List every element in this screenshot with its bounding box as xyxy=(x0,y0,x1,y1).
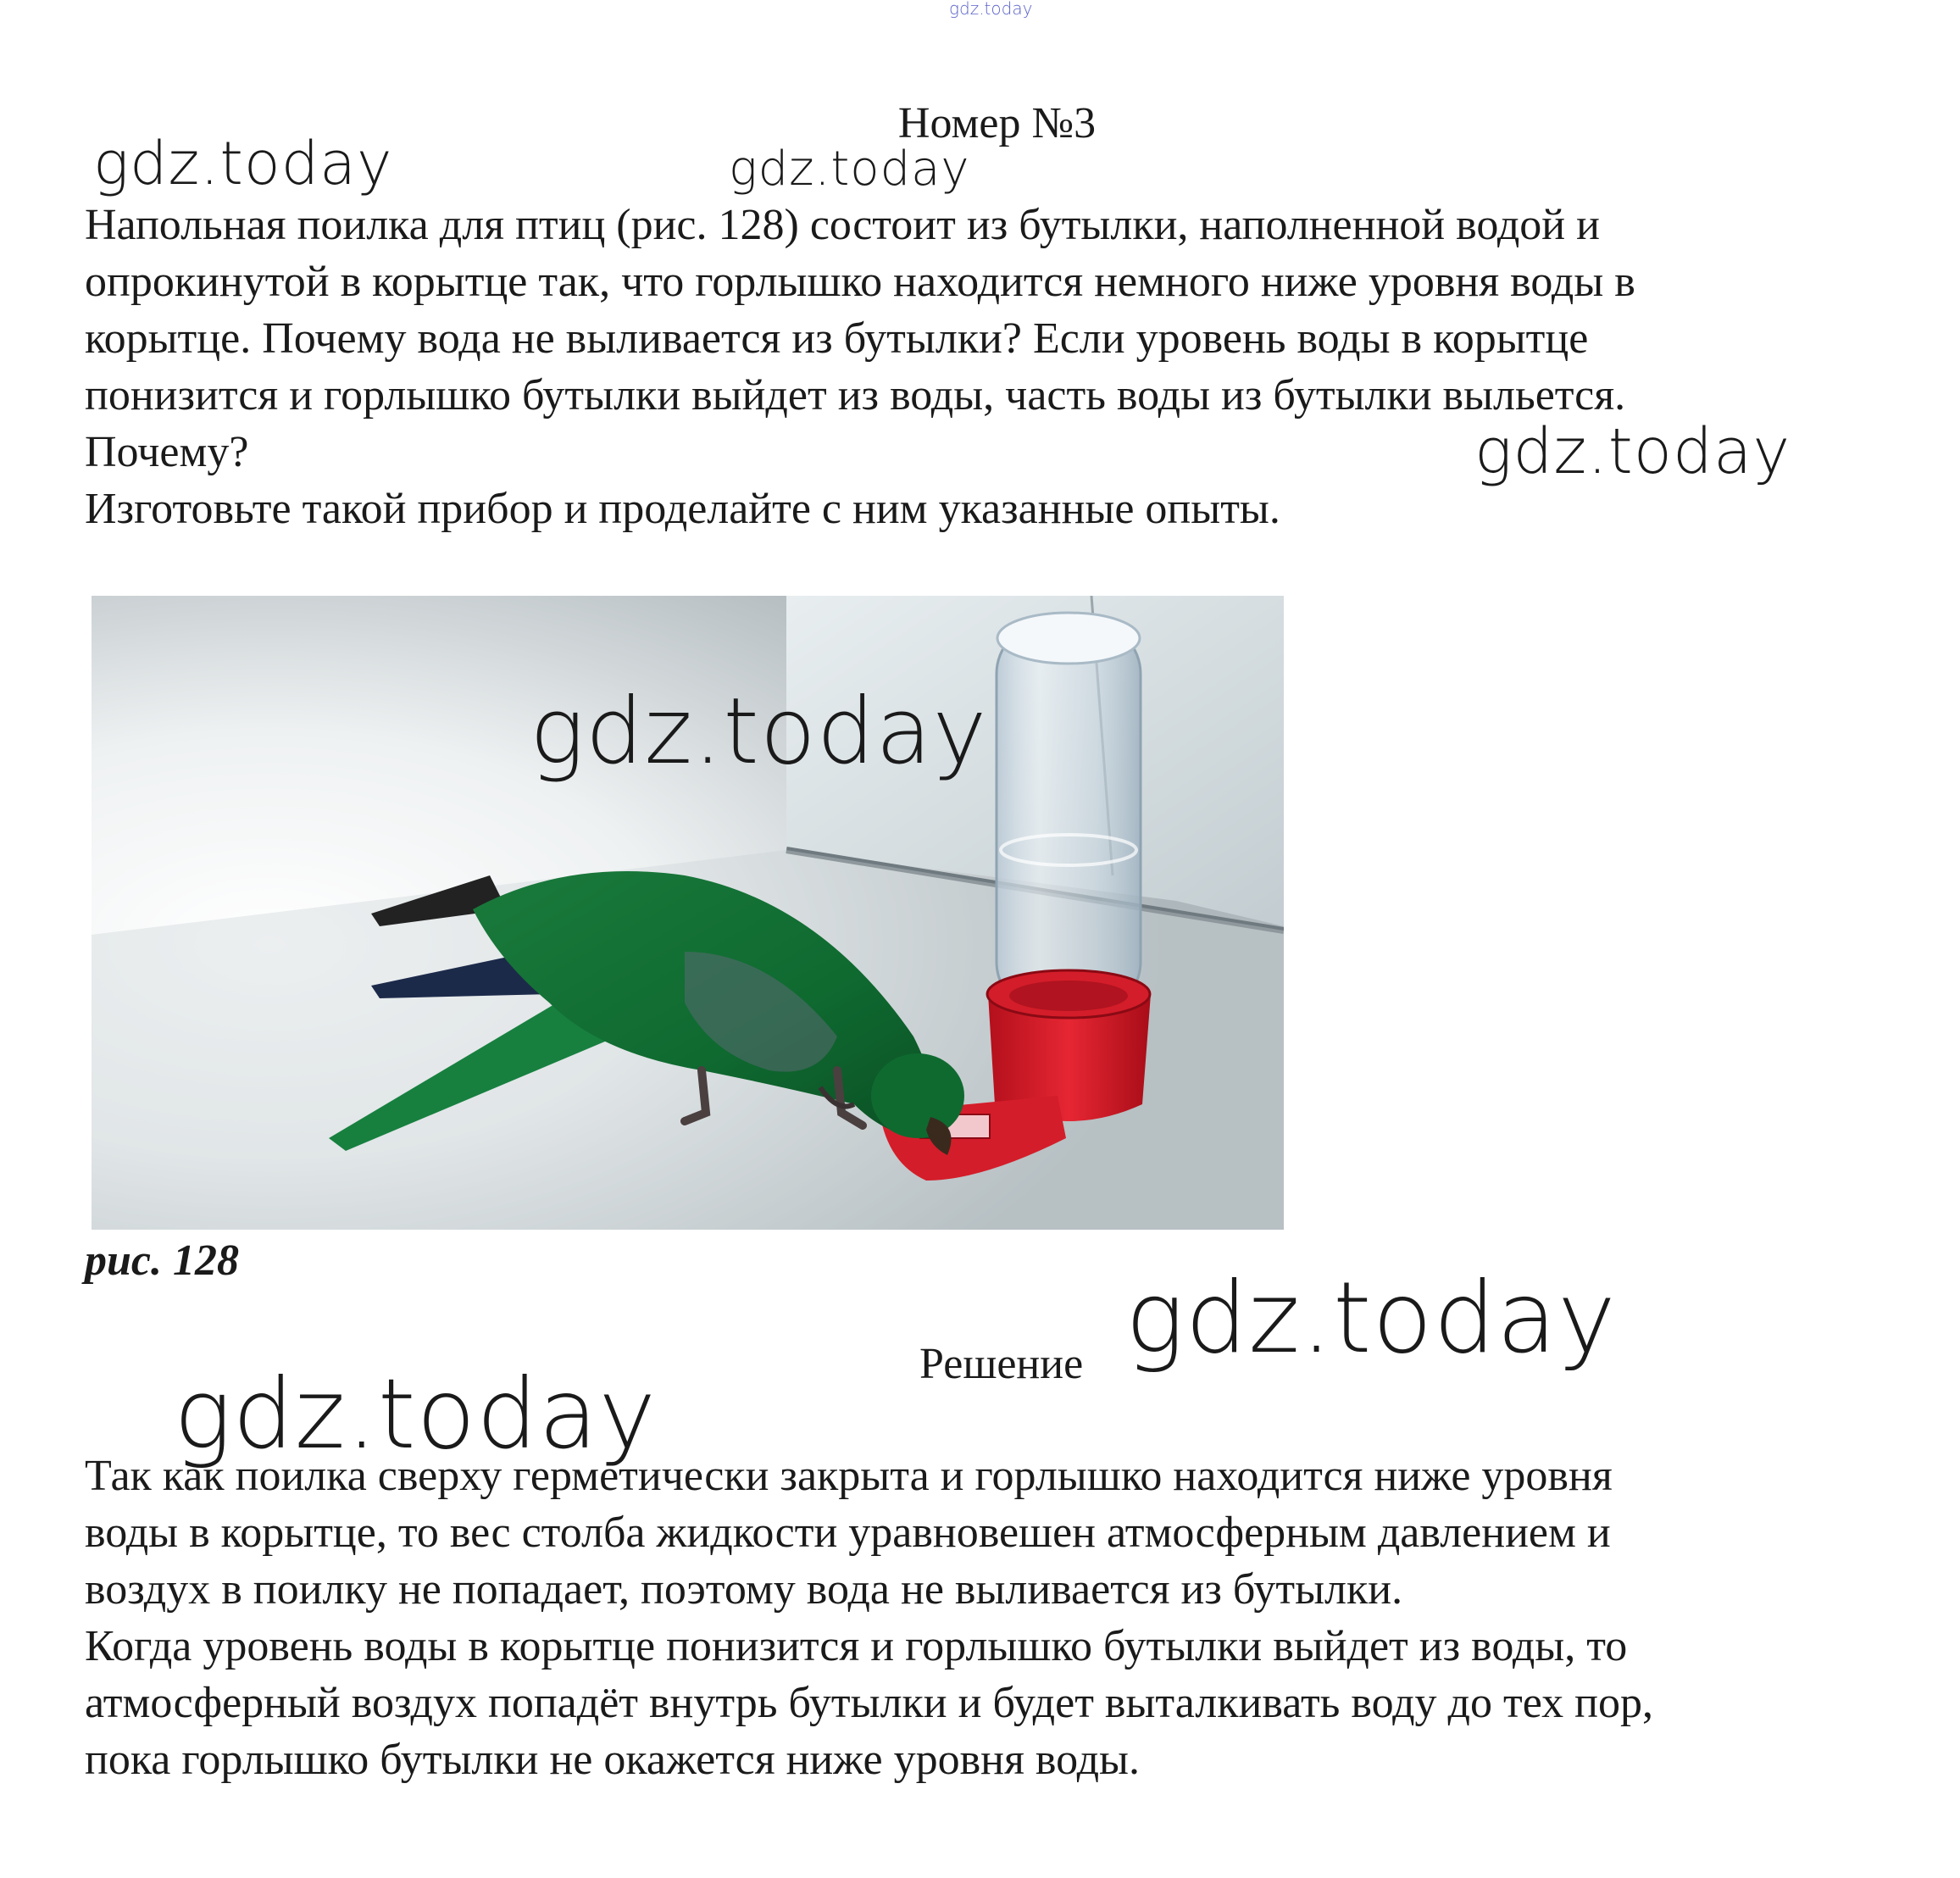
solution-line: Когда уровень воды в корытце понизится и горлышко бутылки выйдет из воды, то xyxy=(85,1622,1628,1670)
problem-line: Напольная поилка для птиц (рис. 128) состоит из бутылки, наполненной водой и xyxy=(85,201,1600,249)
solution-heading: Решение xyxy=(919,1340,1084,1388)
problem-line: опрокинутой в корытце так, что горлышко находится немного ниже уровня воды в xyxy=(85,258,1635,306)
solution-line: воды в корытце, то вес столба жидкости уравновешен атмосферным давлением и xyxy=(85,1509,1611,1557)
problem-line: Изготовьте такой прибор и проделайте с ним указанные опыты. xyxy=(85,485,1280,533)
solution-text xyxy=(85,1447,1941,1788)
solution-line: пока горлышко бутылки не окажется ниже уровня воды. xyxy=(85,1736,1140,1784)
solution-line: Так как поилка сверху герметически закрыта и горлышко находится ниже уровня xyxy=(85,1452,1613,1500)
watermark: gdz.today xyxy=(1474,415,1791,488)
solution-line: воздух в поилку не попадает, поэтому вода не выливается из бутылки. xyxy=(85,1565,1403,1614)
problem-line: корытце. Почему вода не выливается из бутылки? Если уровень воды в корытце xyxy=(85,314,1589,363)
watermark: gdz.today xyxy=(93,129,393,198)
page-title: Номер №3 xyxy=(897,99,1097,147)
figure-caption: рис. 128 xyxy=(85,1236,239,1285)
problem-line: понизится и горлышко бутылки выйдет из воды, часть воды из бутылки выльется. xyxy=(85,371,1626,419)
watermark: gdz.today xyxy=(1125,1261,1617,1375)
problem-line: Почему? xyxy=(85,428,249,476)
watermark: gdz.today xyxy=(729,142,970,197)
watermark: gdz.today xyxy=(530,679,988,785)
solution-line: атмосферный воздух попадёт внутрь бутылки и будет выталкивать воду до тех пор, xyxy=(85,1679,1653,1727)
watermark: gdz.today xyxy=(174,1358,657,1470)
watermark-top: gdz.today xyxy=(949,0,1033,19)
